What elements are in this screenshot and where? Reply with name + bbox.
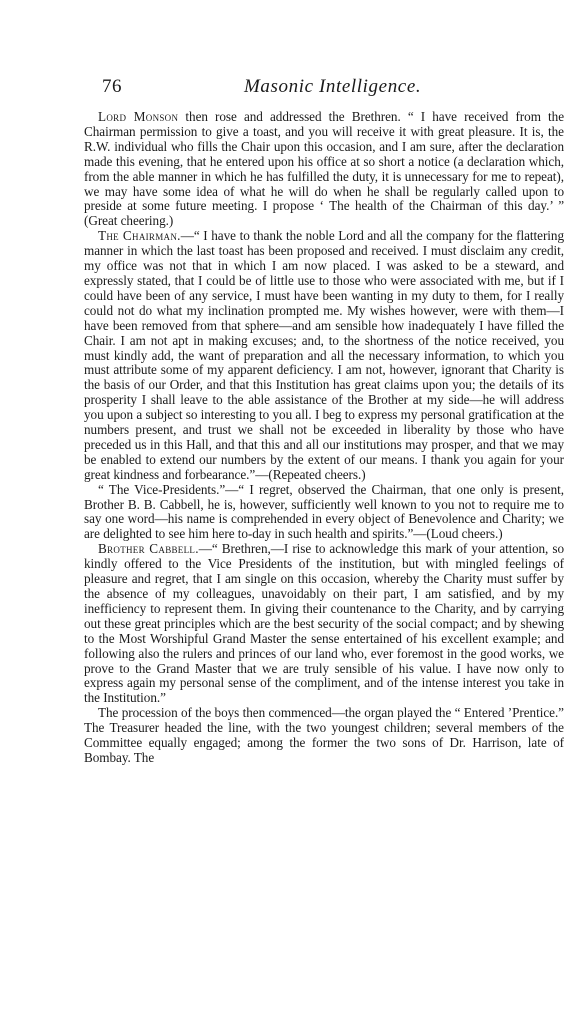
paragraph-text: “ The Vice-Presidents.”—“ I regret, observed the Chairman, that one only is present, Brother B. B. Cabbell, he is, however, sufficiently well known to you not to require me to say one word—his name is comprehended in every object of Benevolence and Charity; we are delighted to see him here to-day in such health and spirits.”—(Loud cheers.) — [84, 481, 564, 542]
paragraph-procession — [84, 706, 564, 766]
paragraph-lord-monson — [84, 110, 564, 229]
speaker-name: The Chairman. — [98, 228, 181, 244]
body-text — [84, 110, 564, 766]
paragraph-brother-cabbell — [84, 542, 564, 706]
page-number: 76 — [102, 76, 122, 97]
paragraph-text: then rose and addressed the Brethren. “ I have received from the Chairman permission to give a toast, and you will receive it with great pleasure. It is, the R.W. individual who fills the Chair upon this occasion, and I am sure, after the declaration made this evening, that he entered upon his office at so short a notice (a declaration which, from the able manner in which he has fulfilled the duty, it is unnecessary for me to repeat), we may have some idea of what he will do when he shall be regularly called upon to preside at some future meeting. I propose ‘ The health of the Chairman of this day.’ ” (Great cheering.) — [84, 109, 564, 229]
paragraph-text: —“ I have to thank the noble Lord and all the company for the flattering manner in which the last toast has been proposed and received. I must disclaim any credit, my office was not that in which I am now placed. I was asked to be a steward, and expressly stated, that I could be of little use to those who were associated with me, but if I could have been of any service, I must have been wanting in my duty to them, for I really could not do what my inclination prompted me. My wishes however, were with them—I have been removed from that sphere—and am sensible how inadequately I have filled the Chair. I am not apt in making excuses; and, to the shortness of the notice received, you must kindly add, the want of preparation and all the necessary information, to which you must attribute some of my apparent deficiency. I am not, however, ignorant that Charity is the basis of our Order, and that this Institution has great claims upon you; the details of its prosperity I shall leave to the able assistance of the Brother at my side—he will address you upon a subject so interesting to you all. I beg to express my personal gratification at the numbers present, and trust we shall not be exceeded in liberality by those who have preceded us in this Hall, and that this and all our institutions may prosper, and that we may be enabled to extend our numbers by the extent of our means. I thank you again for your great kindness and forbearance.”—(Repeated cheers.) — [84, 228, 565, 482]
paragraph-vice-presidents — [84, 483, 564, 543]
speaker-name: Lord Monson — [98, 109, 179, 124]
paragraph-text: —“ Brethren,—I rise to acknowledge this mark of your attention, so kindly offered to the Vice Presidents of the institution, but with mingled feelings of pleasure and regret, that I am single on this occasion, whereby the Charity must suffer by the absence of my colleagues, unavoidably on their part, I am satisfied, and by my inefficiency to represent them. In giving their countenance to the Charity, and by carrying out these great principles which are the best security of the social compact; and by shewing to the Most Worshipful Grand Master the sense entertained of his excellent example; and following also the rulers and princes of our land who, ever foremost in the good works, we prove to the Grand Master that we are truly sensible of his value. I have now only to express again my personal sense of the compliment, and of the intense interest you take in the Institution.” — [84, 541, 564, 706]
running-head: Masonic Intelligence. — [244, 76, 422, 97]
paragraph-chairman — [84, 229, 564, 482]
page-header — [84, 72, 564, 102]
paragraph-text: The procession of the boys then commenced—the organ played the “ Entered ’Prentice.” The Treasurer headed the line, with the two youngest children; several members of the Committee equally engaged; among the former the two sons of Dr. Harrison, late of Bombay. The — [84, 705, 564, 765]
speaker-name: Brother Cabbell. — [98, 541, 199, 557]
book-page — [84, 72, 564, 766]
